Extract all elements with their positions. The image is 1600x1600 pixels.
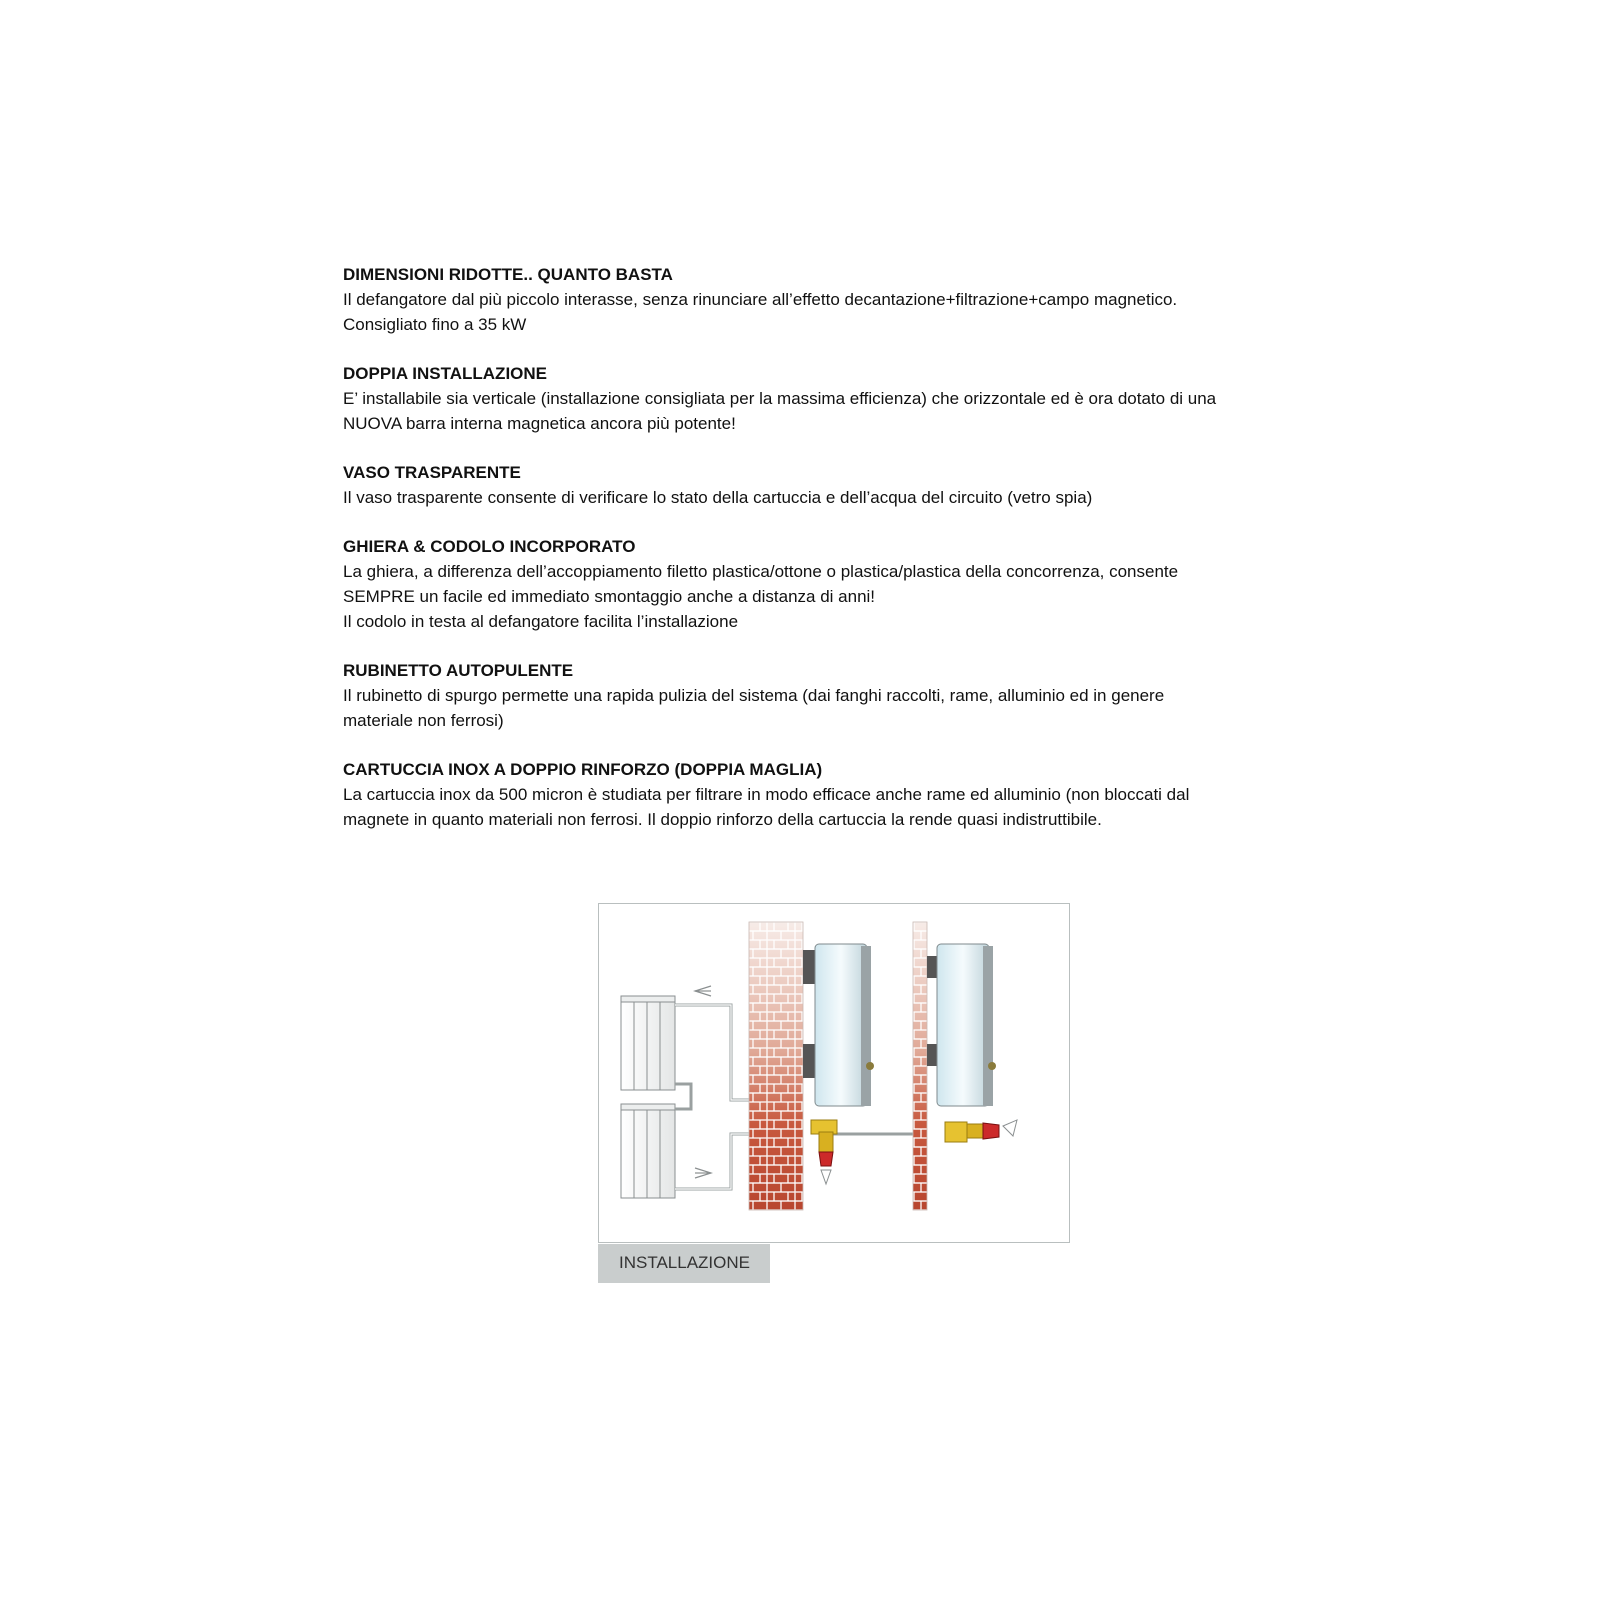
body-line: Consigliato fino a 35 kW — [343, 315, 527, 334]
section-rubinetto — [343, 658, 1323, 733]
figure-caption: INSTALLAZIONE — [598, 1244, 770, 1283]
body-line: Il codolo in testa al defangatore facilita l’installazione — [343, 612, 739, 631]
figure-frame — [598, 903, 1070, 1243]
installation-figure — [598, 903, 1070, 1283]
section-body — [343, 287, 1323, 337]
body-line: E’ installabile sia verticale (installazione consigliata per la massima efficienza) che orizzontale ed è ora dotato di una — [343, 389, 1217, 408]
body-line: La ghiera, a differenza dell’accoppiamento filetto plastica/ottone o plastica/plastica della concorrenza, consente — [343, 562, 1179, 581]
brick-wall-icon — [749, 922, 803, 1210]
dirt-separator-icon — [945, 1120, 1017, 1142]
document-body — [343, 262, 1323, 856]
installation-diagram — [599, 904, 1069, 1242]
section-title: VASO TRASPARENTE — [343, 463, 521, 482]
body-line: magnete in quanto materiali non ferrosi. Il doppio rinforzo della cartuccia la rende quasi indistruttibile. — [343, 810, 1102, 829]
dirt-separator-icon — [811, 1120, 837, 1184]
section-vaso-trasparente — [343, 460, 1323, 510]
section-title: RUBINETTO AUTOPULENTE — [343, 661, 574, 680]
section-doppia-installazione — [343, 361, 1323, 436]
section-dimensioni — [343, 262, 1323, 337]
body-line: Il rubinetto di spurgo permette una rapida pulizia del sistema (dai fanghi raccolti, rame, alluminio ed in genere — [343, 686, 1165, 705]
section-body — [343, 782, 1323, 832]
section-title: GHIERA & CODOLO INCORPORATO — [343, 537, 636, 556]
section-body — [343, 485, 1323, 510]
boiler-icon — [927, 944, 996, 1106]
flow-arrow-icon — [695, 986, 711, 996]
section-ghiera-codolo — [343, 534, 1323, 634]
section-title: CARTUCCIA INOX A DOPPIO RINFORZO (DOPPIA MAGLIA) — [343, 760, 823, 779]
body-line: Il defangatore dal più piccolo interasse, senza rinunciare all’effetto decantazione+filtrazione+campo magnetico. — [343, 290, 1178, 309]
body-line: NUOVA barra interna magnetica ancora più potente! — [343, 414, 736, 433]
section-body — [343, 559, 1323, 634]
radiator-icon — [621, 1104, 675, 1198]
flow-arrow-icon — [695, 1168, 711, 1178]
section-cartuccia — [343, 757, 1323, 832]
body-line: materiale non ferrosi) — [343, 711, 504, 730]
body-line: SEMPRE un facile ed immediato smontaggio anche a distanza di anni! — [343, 587, 876, 606]
body-line: Il vaso trasparente consente di verificare lo stato della cartuccia e dell’acqua del circuito (vetro spia) — [343, 488, 1093, 507]
section-title: DIMENSIONI RIDOTTE.. QUANTO BASTA — [343, 265, 673, 284]
brick-wall-icon — [913, 922, 927, 1210]
boiler-icon — [803, 944, 874, 1106]
section-title: DOPPIA INSTALLAZIONE — [343, 364, 547, 383]
section-body — [343, 386, 1323, 436]
body-line: La cartuccia inox da 500 micron è studiata per filtrare in modo efficace anche rame ed alluminio (non bloccati dal — [343, 785, 1190, 804]
section-body — [343, 683, 1323, 733]
radiator-icon — [621, 996, 675, 1090]
